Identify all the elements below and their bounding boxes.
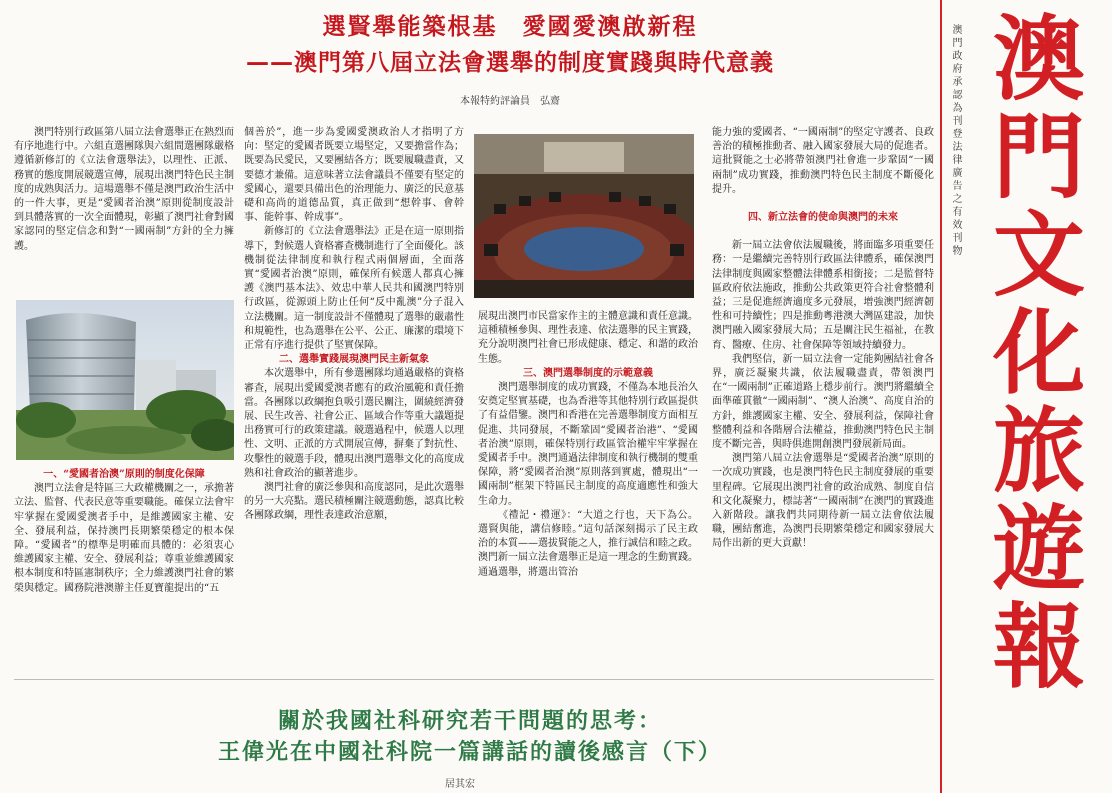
bottom-headline-line1: 關於我國社科研究若干問題的思考： [277, 709, 662, 734]
article-column-1-lower [14, 468, 234, 596]
bottom-byline: 居其宏 [445, 779, 475, 790]
masthead-sidebar [940, 0, 1112, 793]
newspaper-masthead: 澳門文化旅遊報 [978, 10, 1086, 696]
section-heading-4: 四、新立法會的使命與澳門的未來 [748, 212, 898, 224]
section-divider [14, 679, 934, 680]
article-column-4 [712, 126, 934, 552]
main-headline-line1: 選賢舉能築根基 愛國愛澳啟新程 [322, 14, 698, 40]
legislative-chamber-photo [474, 134, 694, 298]
paragraph: 本次選舉中，所有參選團隊均通過嚴格的資格審查，展現出愛國愛澳者應有的政治風範和責任擔當。各團隊以政綱抱負吸引選民關注，圍繞經濟發展、民生改善、社會公正、區域合作等重大議題提出務實可行的政策建議。競選過程中，候選人以理性、文明、正派的方式開展宣傳，摒棄了對抗性、攻擊性的競選手段，體現出澳門選舉文化的高度成熟和社會政治的顯著進步。 [244, 368, 464, 479]
paragraph: 新修訂的《立法會選舉法》正是在這一原則指導下，對候選人資格審查機制進行了全面優化。該機制從法律制度和執行程式兩個層面，全面落實“愛國者治澳”原則，確保所有候選人都真心擁護《澳門基本法》、效忠中華人民共和國澳門特別行政區，從源頭上防止任何“反中亂澳”分子混入立法機關。這一制度設計不僅體現了選舉的嚴肅性和規範性，也為選舉在公平、公正、廉潔的環境下正常有序進行提供了堅實保障。 [244, 226, 464, 352]
paragraph: 展現出澳門市民當家作主的主體意識和責任意識。這種積極參與、理性表達、依法選舉的民主實踐，充分說明澳門社會已形成健康、穩定、和諧的政治生態。 [478, 311, 698, 365]
bottom-headline-line2: 王偉光在中國社科院一篇講話的讀後感言（下） [217, 740, 722, 765]
article-column-2 [244, 126, 464, 524]
paragraph: 個善於”，進一步為愛國愛澳政治人才指明了方向：堅定的愛國者既要立場堅定，又要擔當作為；既要為民愛民，又要團結各方；既要履職盡責，又要德才兼備。這意味著立法會議員不僅要有堅定的愛國心，還要具備出色的治理能力、廣泛的民意基礎和高尚的道德品質，真正做到“想幹事、會幹事、能幹事、幹成事”。 [244, 127, 464, 224]
paragraph: 澳門第八屆立法會選舉是“愛國者治澳”原則的一次成功實踐，也是澳門特色民主制度發展的重要里程碑。它展現出澳門社會的政治成熟、制度自信和文化凝聚力，標誌著“一國兩制”在澳門的實踐進入新階段。讓我們共同期待新一屆立法會依法履職，團結奮進，為澳門長期繁榮穩定和國家發展大局作出新的更大貢獻！ [712, 453, 934, 550]
paragraph: 《禮記・禮運》：“大道之行也，天下為公。選賢與能，講信修睦。”這句話深刻揭示了民主政治的本質——選拔賢能之人，推行誠信和睦之政。澳門新一屆立法會選舉正是這一理念的生動實踐。通過選舉，將選出管治 [478, 509, 698, 578]
article-byline: 本報特約評論員 弘齋 [460, 96, 560, 107]
paragraph: 我們堅信，新一屆立法會一定能夠團結社會各界，廣泛凝聚共識，依法履職盡責，帶領澳門在“一國兩制”正確道路上穩步前行。澳門將繼續全面準確貫徹“一國兩制”、“澳人治澳”、高度自治的方針，維護國家主權、安全、發展利益，保障社會整體利益和各階層合法權益，推動澳門特色民主制度不斷完善，與時俱進開創澳門發展新局面。 [712, 353, 934, 451]
legislative-building-photo [16, 300, 234, 460]
article-column-1 [14, 126, 234, 254]
section-heading-3: 三、澳門選舉制度的示範意義 [523, 367, 653, 379]
paragraph: 新一屆立法會依法履職後，將面臨多項重要任務：一是繼續完善特別行政區法律體系，確保澳門法律制度與國家整體法律體系相銜接；二是監督特區政府依法施政，推動公共政策更符合社會整體利益；三是促進經濟適度多元發展，增強澳門經濟韌性和可持續性；四是推動粵港澳大灣區建設，加快澳門融入國家發展大局；五是關注民生福祉，在教育、醫療、住房、社會保障等領域持續發力。 [712, 240, 934, 351]
article-column-3 [478, 310, 698, 580]
section-heading-2: 二、選舉實踐展現澳門民主新氣象 [279, 354, 429, 366]
publication-tagline: 澳門政府承認為刊登法律廣告之有效刊物 [950, 24, 961, 258]
main-headline-line2: ——澳門第八屆立法會選舉的制度實踐與時代意義 [246, 50, 774, 76]
paragraph: 澳門選舉制度的成功實踐，不僅為本地長治久安奠定堅實基礎，也為香港等其他特別行政區提供了有益借鑒。澳門和香港在完善選舉制度方面相互促進、共同發展，不斷鞏固“愛國者治港”、“愛國者治澳”原則，確保特別行政區管治權牢牢掌握在愛國者手中。澳門通過法律制度和執行機制的雙重保障，將“愛國者治澳”原則落到實處，體現出“一國兩制”框架下特區民主制度的高度適應性和強大生命力。 [478, 382, 698, 507]
paragraph: 澳門立法會是特區三大政權機關之一，承擔著立法、監督、代表民意等重要職能。確保立法會牢牢掌握在愛國愛澳者手中，是維護國家主權、安全、發展利益，保持澳門長期繁榮穩定的根本保障。“愛國者”的標準是明確而具體的：必須衷心維護國家主權、安全、發展利益；尊重並維護國家根本制度和特區憲制秩序；全力維護澳門社會的繁榮與穩定。國務院港澳辦主任夏寶龍提出的“五 [14, 483, 234, 594]
intro-paragraph: 澳門特別行政區第八屆立法會選舉正在熱烈而有序地進行中。六組直選團隊與六組間選團隊嚴格遵循新修訂的《立法會選舉法》，以理性、正派、務實的態度開展競選宣傳，展現出澳門特色民主制度的成熟與活力。這場選舉不僅是澳門政治生活中的一件大事，更是“愛國者治澳”原則從制度設計到具體落實的一次全面體現，彰顯了澳門社會對國家認同的堅定信念和對“一國兩制”方針的全力擁護。 [14, 127, 234, 252]
paragraph: 能力強的愛國者、“一國兩制”的堅定守護者、良政善治的積極推動者、融入國家發展大局的促進者。這批賢能之士必將帶領澳門社會進一步鞏固“一國兩制”成功實踐，推動澳門特色民主制度不斷優化提升。 [712, 127, 934, 195]
paragraph: 澳門社會的廣泛參與和高度認同，是此次選舉的另一大亮點。選民積極關注競選動態，認真比較各團隊政綱，理性表達政治意願， [244, 482, 464, 522]
section-heading-1: 一、“愛國者治澳”原則的制度化保障 [43, 469, 205, 480]
